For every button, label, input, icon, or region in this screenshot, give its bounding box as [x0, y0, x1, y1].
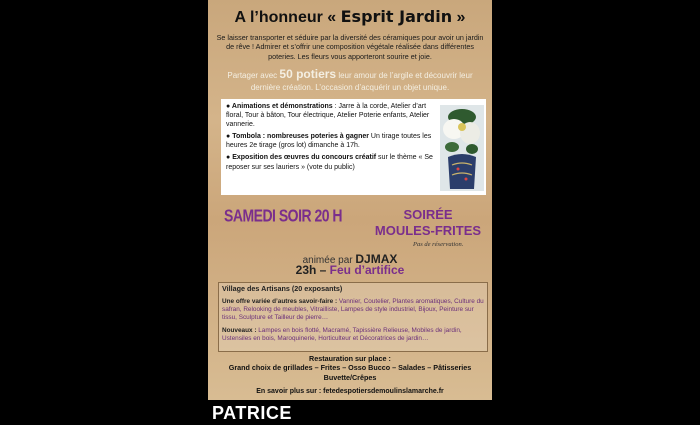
soiree-moules-frites: SOIRÉE MOULES-FRITES — [374, 207, 482, 239]
offre-paragraph: Une offre variée d’autres savoir-faire : Vannier, Coutelier, Plantes aromatiques, Culture du safran, Relooking de meubles, Vitrailliste, Lampes de style industriel, Bijoux, Peinture sur tissu, Sculpture et Tailleur de pierre… — [222, 298, 484, 322]
activities-list — [226, 102, 438, 175]
flower-pot-image — [440, 105, 484, 191]
activity-item: ● Animations et démonstrations : Jarre à la corde, Atelier d’art floral, Tour à bâton, Tour électrique, Atelier Poterie enfants, Atelier vannerie. — [226, 103, 430, 129]
dj-line: animée par DJMAX — [302, 252, 398, 266]
activities-box — [221, 99, 486, 195]
website-line: En savoir plus sur : fetedespotiersdemoulinslamarche.fr — [256, 388, 444, 395]
village-title: Village des Artisans (20 exposants) — [222, 284, 343, 293]
village-artisans-box — [218, 282, 488, 352]
footer-bar — [0, 400, 700, 425]
flower-illustration — [440, 105, 484, 191]
village-description — [222, 298, 484, 343]
saturday-evening-heading: SAMEDI SOIR 20 H — [224, 205, 343, 225]
activity-item: ● Tombola : nombreuses poteries à gagner Un tirage toutes les heures 2e tirage (gros lot) dimanche à 17h. — [226, 133, 432, 150]
fireworks-line: 23h – Feu d’artifice — [295, 263, 405, 277]
potiers-text: Partager avec 50 potiers leur amour de l’argile et découvrir leur dernière création. L’occasion d’acquérir un objet unique. — [227, 67, 473, 92]
event-flyer — [208, 0, 492, 400]
activity-item: ● Exposition des œuvres du concours créatif sur le thème « Se reposer sur ses lauriers » (vote du public) — [226, 154, 433, 171]
restauration-info: Restauration sur place : Grand choix de grillades – Frites – Osso Bucco – Salades – Pâtisseries Buvette/Crêpes — [228, 354, 472, 382]
reservation-note: Pas de réservation. — [413, 241, 464, 248]
flyer-title: A l’honneur « Esprit Jardin » — [234, 7, 466, 26]
footer-name: PATRICE — [212, 403, 292, 423]
intro-text: Se laisser transporter et séduire par la diversité des céramiques pour avoir un jardin de rêve ! Admirer et s’offrir une composition végétale réalisée dans différentes poteries. Les fleurs vous apporteront sourire et joie. — [216, 33, 484, 61]
nouveaux-paragraph: Nouveaux : Lampes en bois flotté, Macramé, Tapissière Relieuse, Mobiles de jardin, Ustensiles en bois, Maroquinerie, Horticulteur et Décoratrices de jardin… — [222, 326, 462, 342]
